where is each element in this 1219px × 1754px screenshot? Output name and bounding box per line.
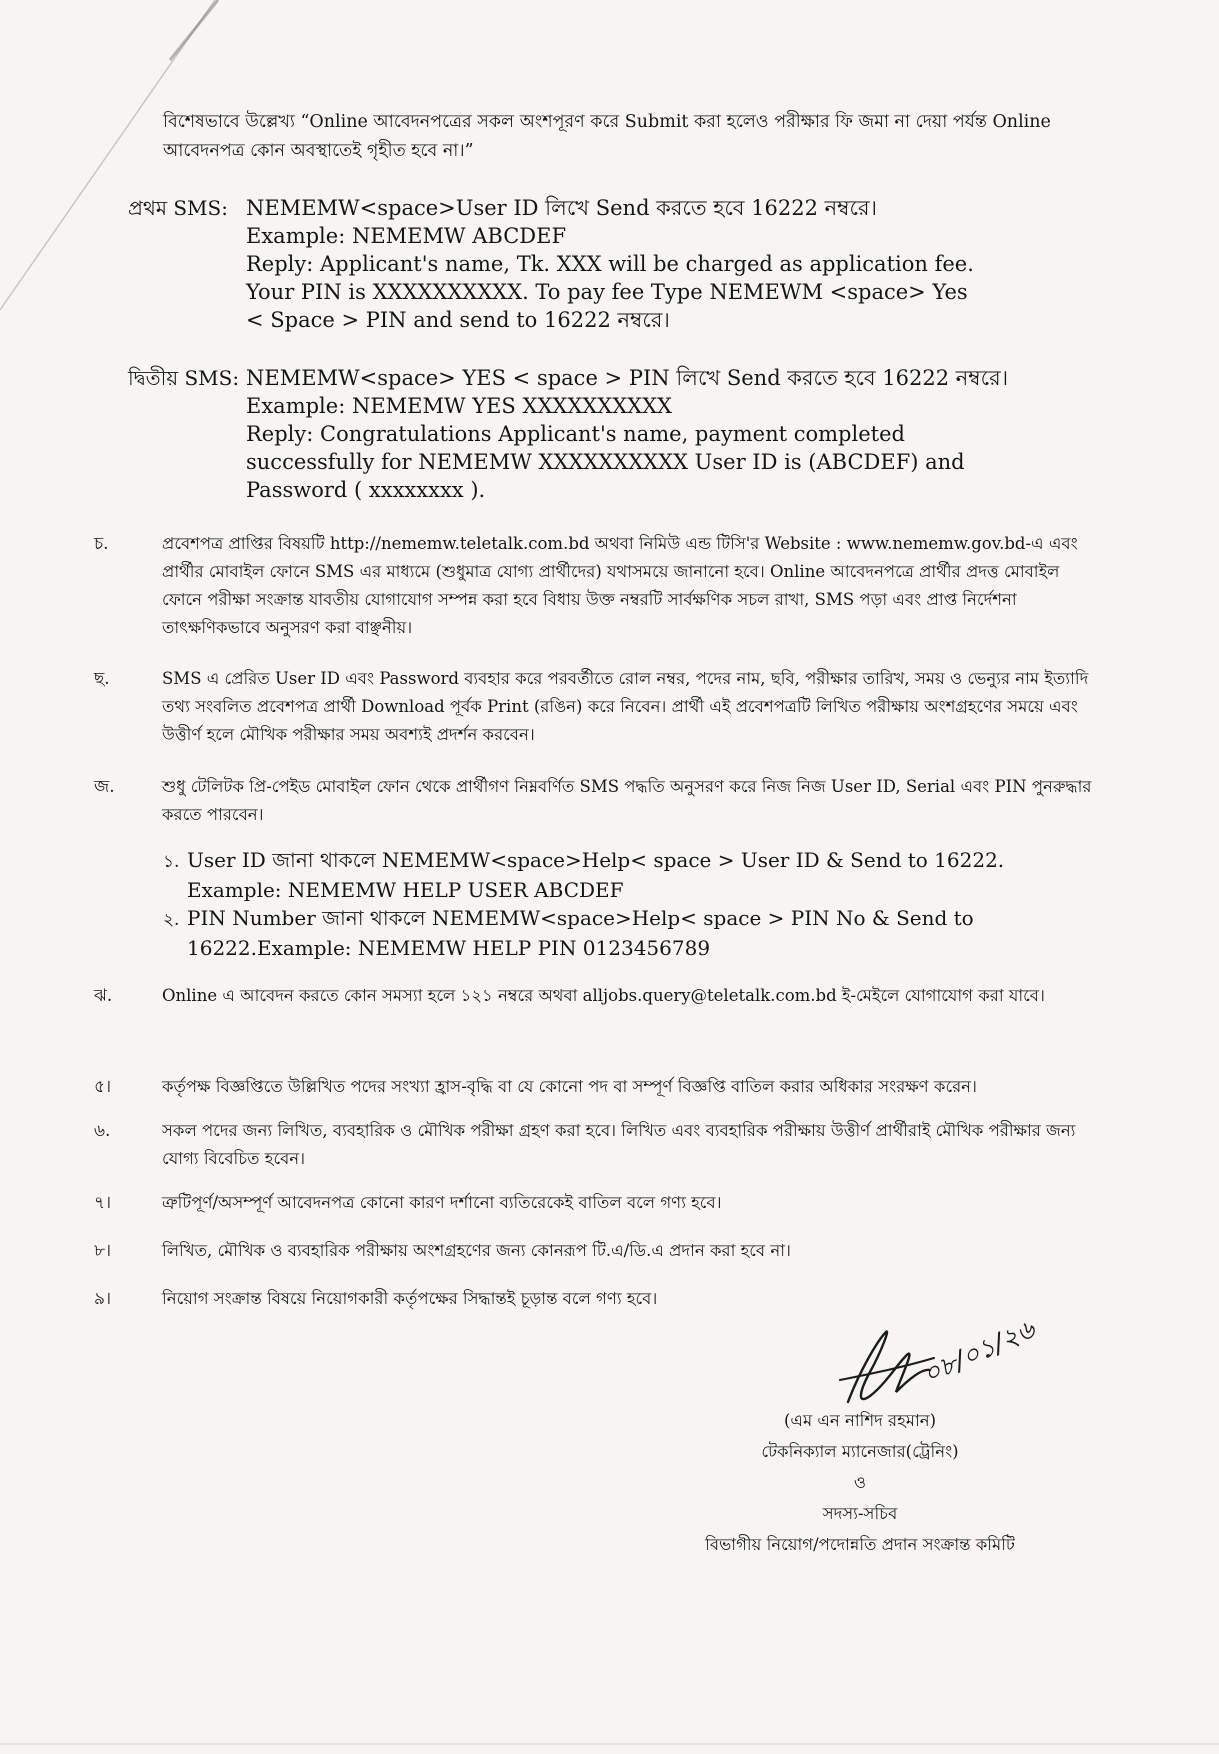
help-sms-list (163, 846, 1098, 962)
sms2-label: দ্বিতীয় SMS: (128, 366, 240, 390)
clause-9-text: নিয়োগ সংক্রান্ত বিষয়ে নিয়োগকারী কর্তৃপক্ষের সিদ্ধান্তই চূড়ান্ত বলে গণ্য হবে। (162, 1289, 658, 1308)
sms1-reply-1: Reply: Applicant's name, Tk. XXX will be charged as application fee. (246, 252, 974, 276)
clause-6-number: ৬. (94, 1121, 111, 1141)
signatory-conjunction: ও (853, 1473, 867, 1492)
item-ja (94, 773, 1098, 829)
help-sms-item-1-number: ১. (163, 852, 180, 872)
clause-8 (94, 1237, 1098, 1265)
item-chha-text: SMS এ প্রেরিত User ID এবং Password ব্যবহার করে পরবর্তীতে রোল নম্বর, পদের নাম, ছবি, পরীক্ষার তারিখ, সময় ও ভেন্যুর নাম ইত্যাদি তথ্য সংবলিত প্রবেশপত্র প্রার্থী Download পূর্বক Print (রঙিন) করে নিবেন। প্রার্থী এই প্রবেশপত্রটি লিখিত পরীক্ষায় অংশগ্রহণের সময়ে এবং উত্তীর্ণ হলে মৌখিক পরীক্ষার সময় অবশ্যই প্রদর্শন করবেন। (162, 669, 1089, 744)
clause-6 (94, 1117, 1098, 1173)
signatory-name: (এম এন নাশিদ রহমান) (783, 1411, 937, 1430)
clause-8-text: লিখিত, মৌখিক ও ব্যবহারিক পরীক্ষায় অংশগ্রহণের জন্য কোনরূপ টি.এ/ডি.এ প্রদান করা হবে না। (162, 1241, 791, 1260)
clause-5-text: কর্তৃপক্ষ বিজ্ঞপ্তিতে উল্লিখিত পদের সংখ্যা হ্রাস-বৃদ্ধি বা যে কোনো পদ বা সম্পূর্ণ বিজ্ঞপ্তি বাতিল করার অধিকার সংরক্ষণ করেন। (162, 1077, 977, 1096)
clause-9-paragraph (94, 1285, 1098, 1313)
sms2-reply-1: Reply: Congratulations Applicant's name, payment completed (246, 422, 905, 446)
item-chha-marker: ছ. (94, 669, 110, 689)
help-sms-item-2-number: ২. (163, 910, 180, 930)
signature-block (640, 1405, 1080, 1560)
sms1-command: NEMEMW<space>User ID লিখে Send করতে হবে 16222 নম্বরে। (246, 196, 878, 220)
clause-7 (94, 1189, 1098, 1217)
sms1-example: Example: NEMEMW ABCDEF (246, 224, 567, 248)
item-ja-marker: জ. (94, 777, 115, 797)
help-sms-item-1-line-2: Example: NEMEMW HELP USER ABCDEF (187, 878, 624, 902)
signatory-designation: টেকনিক্যাল ম্যানেজার(ট্রেনিং) (761, 1442, 959, 1461)
clause-7-number: ৭। (94, 1193, 112, 1213)
intro-text: বিশেষভাবে উল্লেখ্য “Online আবেদনপত্রের সকল অংশপূরণ করে Submit করা হলেও পরীক্ষার ফি জমা না দেয়া পর্যন্ত Online আবেদনপত্র কোন অবস্থাতেই গৃহীত হবে না।” (163, 112, 1051, 161)
signatory-committee: বিভাগীয় নিয়োগ/পদোন্নতি প্রদান সংক্রান্ত কমিটি (705, 1535, 1015, 1554)
item-cha-paragraph (94, 530, 1098, 642)
help-sms-item-2-line-2: 16222.Example: NEMEMW HELP PIN 0123456789 (187, 936, 711, 960)
clause-9 (94, 1285, 1098, 1313)
sms-first-block (128, 194, 1098, 334)
intro-paragraph (163, 108, 1098, 166)
item-jha-text: Online এ আবেদন করতে কোন সমস্যা হলে ১২১ নম্বরে অথবা alljobs.query@teletalk.com.bd ই-মেইলে যোগাযোগ করা যাবে। (162, 986, 1045, 1005)
sms2-command-line (128, 364, 1098, 392)
help-sms-item-1 (163, 846, 1098, 876)
clause-5 (94, 1073, 1098, 1101)
clause-9-number: ৯। (94, 1289, 112, 1309)
sms1-reply-3: < Space > PIN and send to 16222 নম্বরে। (246, 308, 670, 332)
item-cha (94, 530, 1098, 642)
item-ja-text: শুধু টেলিটক প্রি-পেইড মোবাইল ফোন থেকে প্রার্থীগণ নিম্নবর্ণিত SMS পদ্ধতি অনুসরণ করে নিজ নিজ User ID, Serial এবং PIN পুনরুদ্ধার করতে পারবেন। (162, 777, 1092, 824)
signature-date: ০৮/০১/২৬ (918, 1314, 1040, 1391)
help-sms-item-1-line-1: User ID জানা থাকলে NEMEMW<space>Help< space > User ID & Send to 16222. (187, 848, 1005, 872)
clause-6-paragraph (94, 1117, 1098, 1173)
clause-5-number: ৫। (94, 1077, 112, 1097)
item-ja-paragraph (94, 773, 1098, 829)
clause-8-paragraph (94, 1237, 1098, 1265)
item-jha (94, 982, 1098, 1010)
sms2-command: NEMEMW<space> YES < space > PIN লিখে Send করতে হবে 16222 নম্বরে। (246, 366, 1009, 390)
item-cha-marker: চ. (94, 534, 109, 554)
item-jha-marker: ঝ. (94, 986, 113, 1006)
handwritten-signature (830, 1310, 1050, 1420)
clause-5-paragraph (94, 1073, 1098, 1101)
help-sms-item-2 (163, 904, 1098, 934)
sms1-label: প্রথম SMS: (128, 196, 228, 220)
sms1-command-line (128, 194, 1098, 222)
sms2-reply-3: Password ( xxxxxxxx ). (246, 478, 486, 502)
sms2-reply-2: successfully for NEMEMW XXXXXXXXXX User ID is (ABCDEF) and (246, 450, 965, 474)
item-cha-text: প্রবেশপত্র প্রাপ্তির বিষয়টি http://nememw.teletalk.com.bd অথবা নিমিউ এন্ড টিসি'র Website : www.nememw.gov.bd-এ এবং প্রার্থীর মোবাইল ফোনে SMS এর মাধ্যমে (শুধুমাত্র যোগ্য প্রার্থীদের) যথাসময়ে জানানো হবে। Online আবেদনপত্রে প্রার্থীর প্রদত্ত মোবাইল ফোনে পরীক্ষা সংক্রান্ত যাবতীয় যোগাযোগ সম্পন্ন করা হবে বিধায় উক্ত নম্বরটি সার্বক্ষণিক সচল রাখা, SMS পড়া এবং প্রাপ্ত নির্দেশনা তাৎক্ষণিকভাবে অনুসরণ করা বাঞ্ছনীয়। (162, 534, 1078, 637)
signatory-role: সদস্য-সচিব (822, 1504, 898, 1523)
clause-7-paragraph (94, 1189, 1098, 1217)
sms-second-block (128, 364, 1098, 504)
sms1-reply-2: Your PIN is XXXXXXXXXX. To pay fee Type NEMEWM <space> Yes (246, 280, 968, 304)
clause-8-number: ৮। (94, 1241, 112, 1261)
item-jha-paragraph (94, 982, 1098, 1010)
help-sms-item-2-line-1: PIN Number জানা থাকলে NEMEMW<space>Help< space > PIN No & Send to (187, 906, 974, 930)
item-chha-paragraph (94, 665, 1098, 749)
clause-7-text: ত্রুটিপূর্ণ/অসম্পূর্ণ আবেদনপত্র কোনো কারণ দর্শানো ব্যতিরেকেই বাতিল বলে গণ্য হবে। (162, 1193, 722, 1212)
clause-6-text: সকল পদের জন্য লিখিত, ব্যবহারিক ও মৌখিক পরীক্ষা গ্রহণ করা হবে। লিখিত এবং ব্যবহারিক পরীক্ষায় উত্তীর্ণ প্রার্থীরাই মৌখিক পরীক্ষার জন্য যোগ্য বিবেচিত হবেন। (162, 1121, 1076, 1168)
item-chha (94, 665, 1098, 749)
sms2-example: Example: NEMEMW YES XXXXXXXXXX (246, 394, 672, 418)
